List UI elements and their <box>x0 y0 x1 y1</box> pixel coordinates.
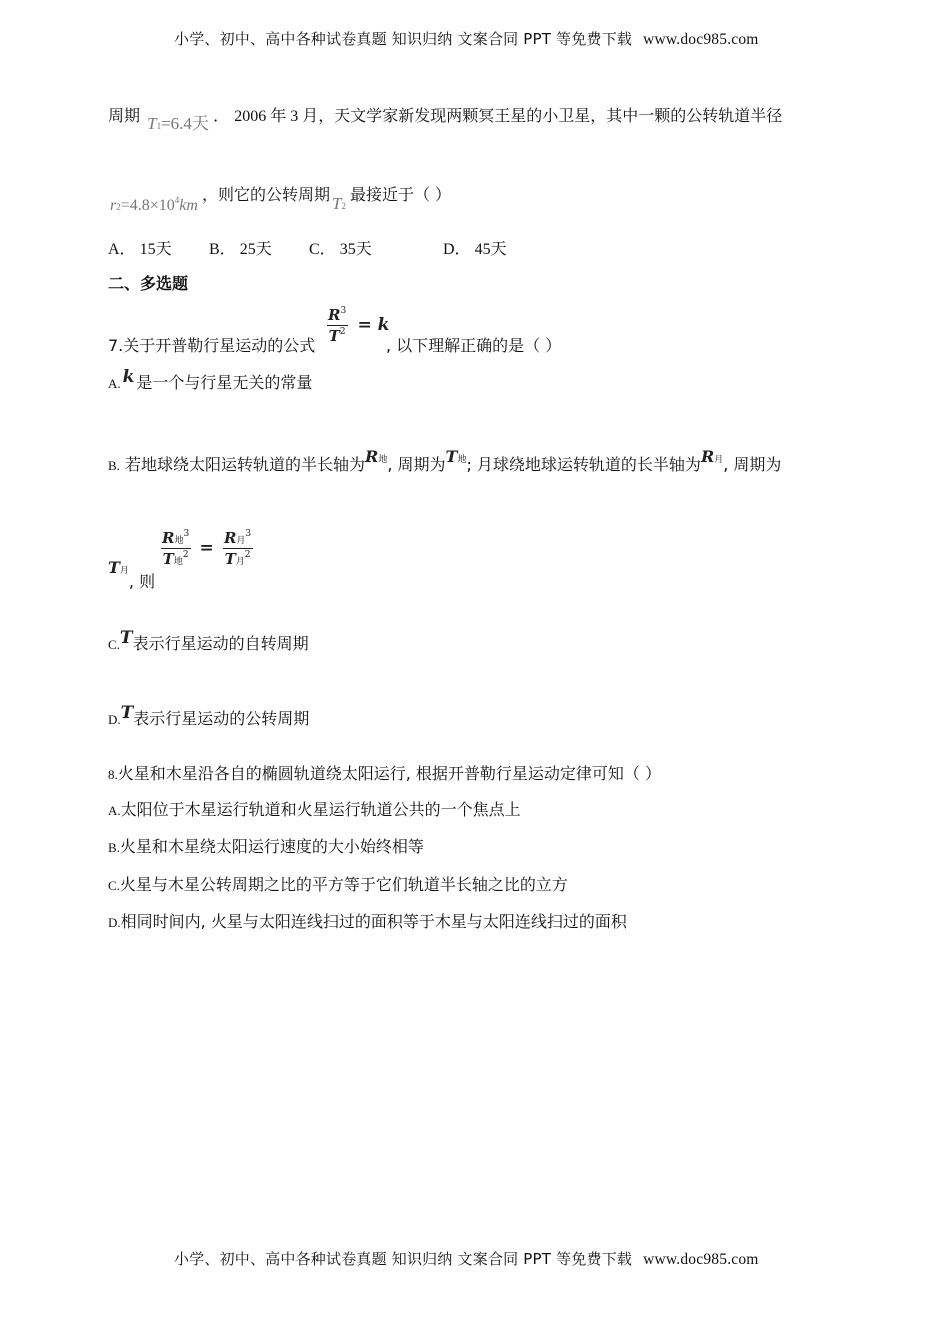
t-earth-symbol: T地 <box>445 447 467 466</box>
q6-option-c[interactable]: C． 35天 <box>309 241 372 258</box>
q6-line1-text: 2006 年 3 月，天文学家新发现两颗冥王星的小卫星，其中一颗的公转轨道半径 <box>234 108 783 125</box>
q7-option-c[interactable]: C.T表示行星运动的自转周期 <box>108 628 309 653</box>
q6-t2-symbol: T2 <box>331 194 346 213</box>
q6-option-b[interactable]: B． 25天 <box>209 241 272 258</box>
footer-url[interactable]: www.doc985.com <box>643 1251 759 1268</box>
q6-line1: 周期 T1=6.4天 ． 2006 年 3 月，天文学家新发现两颗冥王星的小卫星，其中一颗的公转轨道半径 <box>108 106 783 133</box>
q6-option-d[interactable]: D． 45天 <box>443 241 507 258</box>
q7-option-d[interactable]: D.T表示行星运动的公转周期 <box>108 703 310 728</box>
section-title: 二、多选题 <box>108 274 189 293</box>
r-earth-symbol: R地 <box>365 447 388 466</box>
q6-line2: $r2=4.8\times 10^4km$ ，则它的公转周期 T2最接近于（ ） <box>110 185 452 214</box>
q8-stem: 8.火星和木星沿各自的椭圆轨道绕太阳运行, 根据开普勒行星运动定律可知（ ） <box>108 764 662 783</box>
kepler-equation: $\frac{R地^3}{T地^2}$ = $\frac{R月^3}{T月^2}$ <box>162 529 252 568</box>
q8-option-d[interactable]: D.相同时间内, 火星与太阳连线扫过的面积等于木星与太阳连线扫过的面积 <box>108 912 627 931</box>
q8-option-b[interactable]: B.火星和木星绕太阳运行速度的大小始终相等 <box>108 837 424 856</box>
header-text: 小学、初中、高中各种试卷真题 知识归纳 文案合同 PPT 等免费下载 <box>174 30 633 48</box>
r-moon-symbol: R月 <box>700 447 724 466</box>
t-moon-symbol: T月 <box>108 558 129 577</box>
page-footer <box>174 1248 759 1269</box>
q6-t1-formula: T1=6.4天 <box>147 114 209 133</box>
header-url[interactable]: www.doc985.com <box>643 31 759 48</box>
footer-text: 小学、初中、高中各种试卷真题 知识归纳 文案合同 PPT 等免费下载 <box>174 1250 633 1268</box>
q8-option-c[interactable]: C.火星与木星公转周期之比的平方等于它们轨道半长轴之比的立方 <box>108 875 568 894</box>
q8-option-a[interactable]: A.太阳位于木星运行轨道和火星运行轨道公共的一个焦点上 <box>108 800 521 819</box>
q7-option-b-cont: T月, 则 <box>108 558 156 591</box>
q7-option-a[interactable]: A. k 是一个与行星无关的常量 <box>108 367 313 392</box>
q7-option-b[interactable]: B. 若地球绕太阳运转轨道的半长轴为R地, 周期为T地; 月球绕地球运转轨道的长半轴为R月, 周期为 <box>108 447 782 474</box>
q6-r2-formula: $r2=4.8\times 10^4km$ <box>110 195 198 214</box>
q7-stem-tail: , 以下理解正确的是（ ） <box>386 336 562 355</box>
page-header <box>174 28 759 49</box>
q7-formula: $\frac{R^3}{T^2}$ = k <box>328 306 390 345</box>
q7-stem: 7.关于开普勒行星运动的公式 <box>108 336 316 355</box>
q6-option-a[interactable]: A． 15天 <box>108 241 172 258</box>
